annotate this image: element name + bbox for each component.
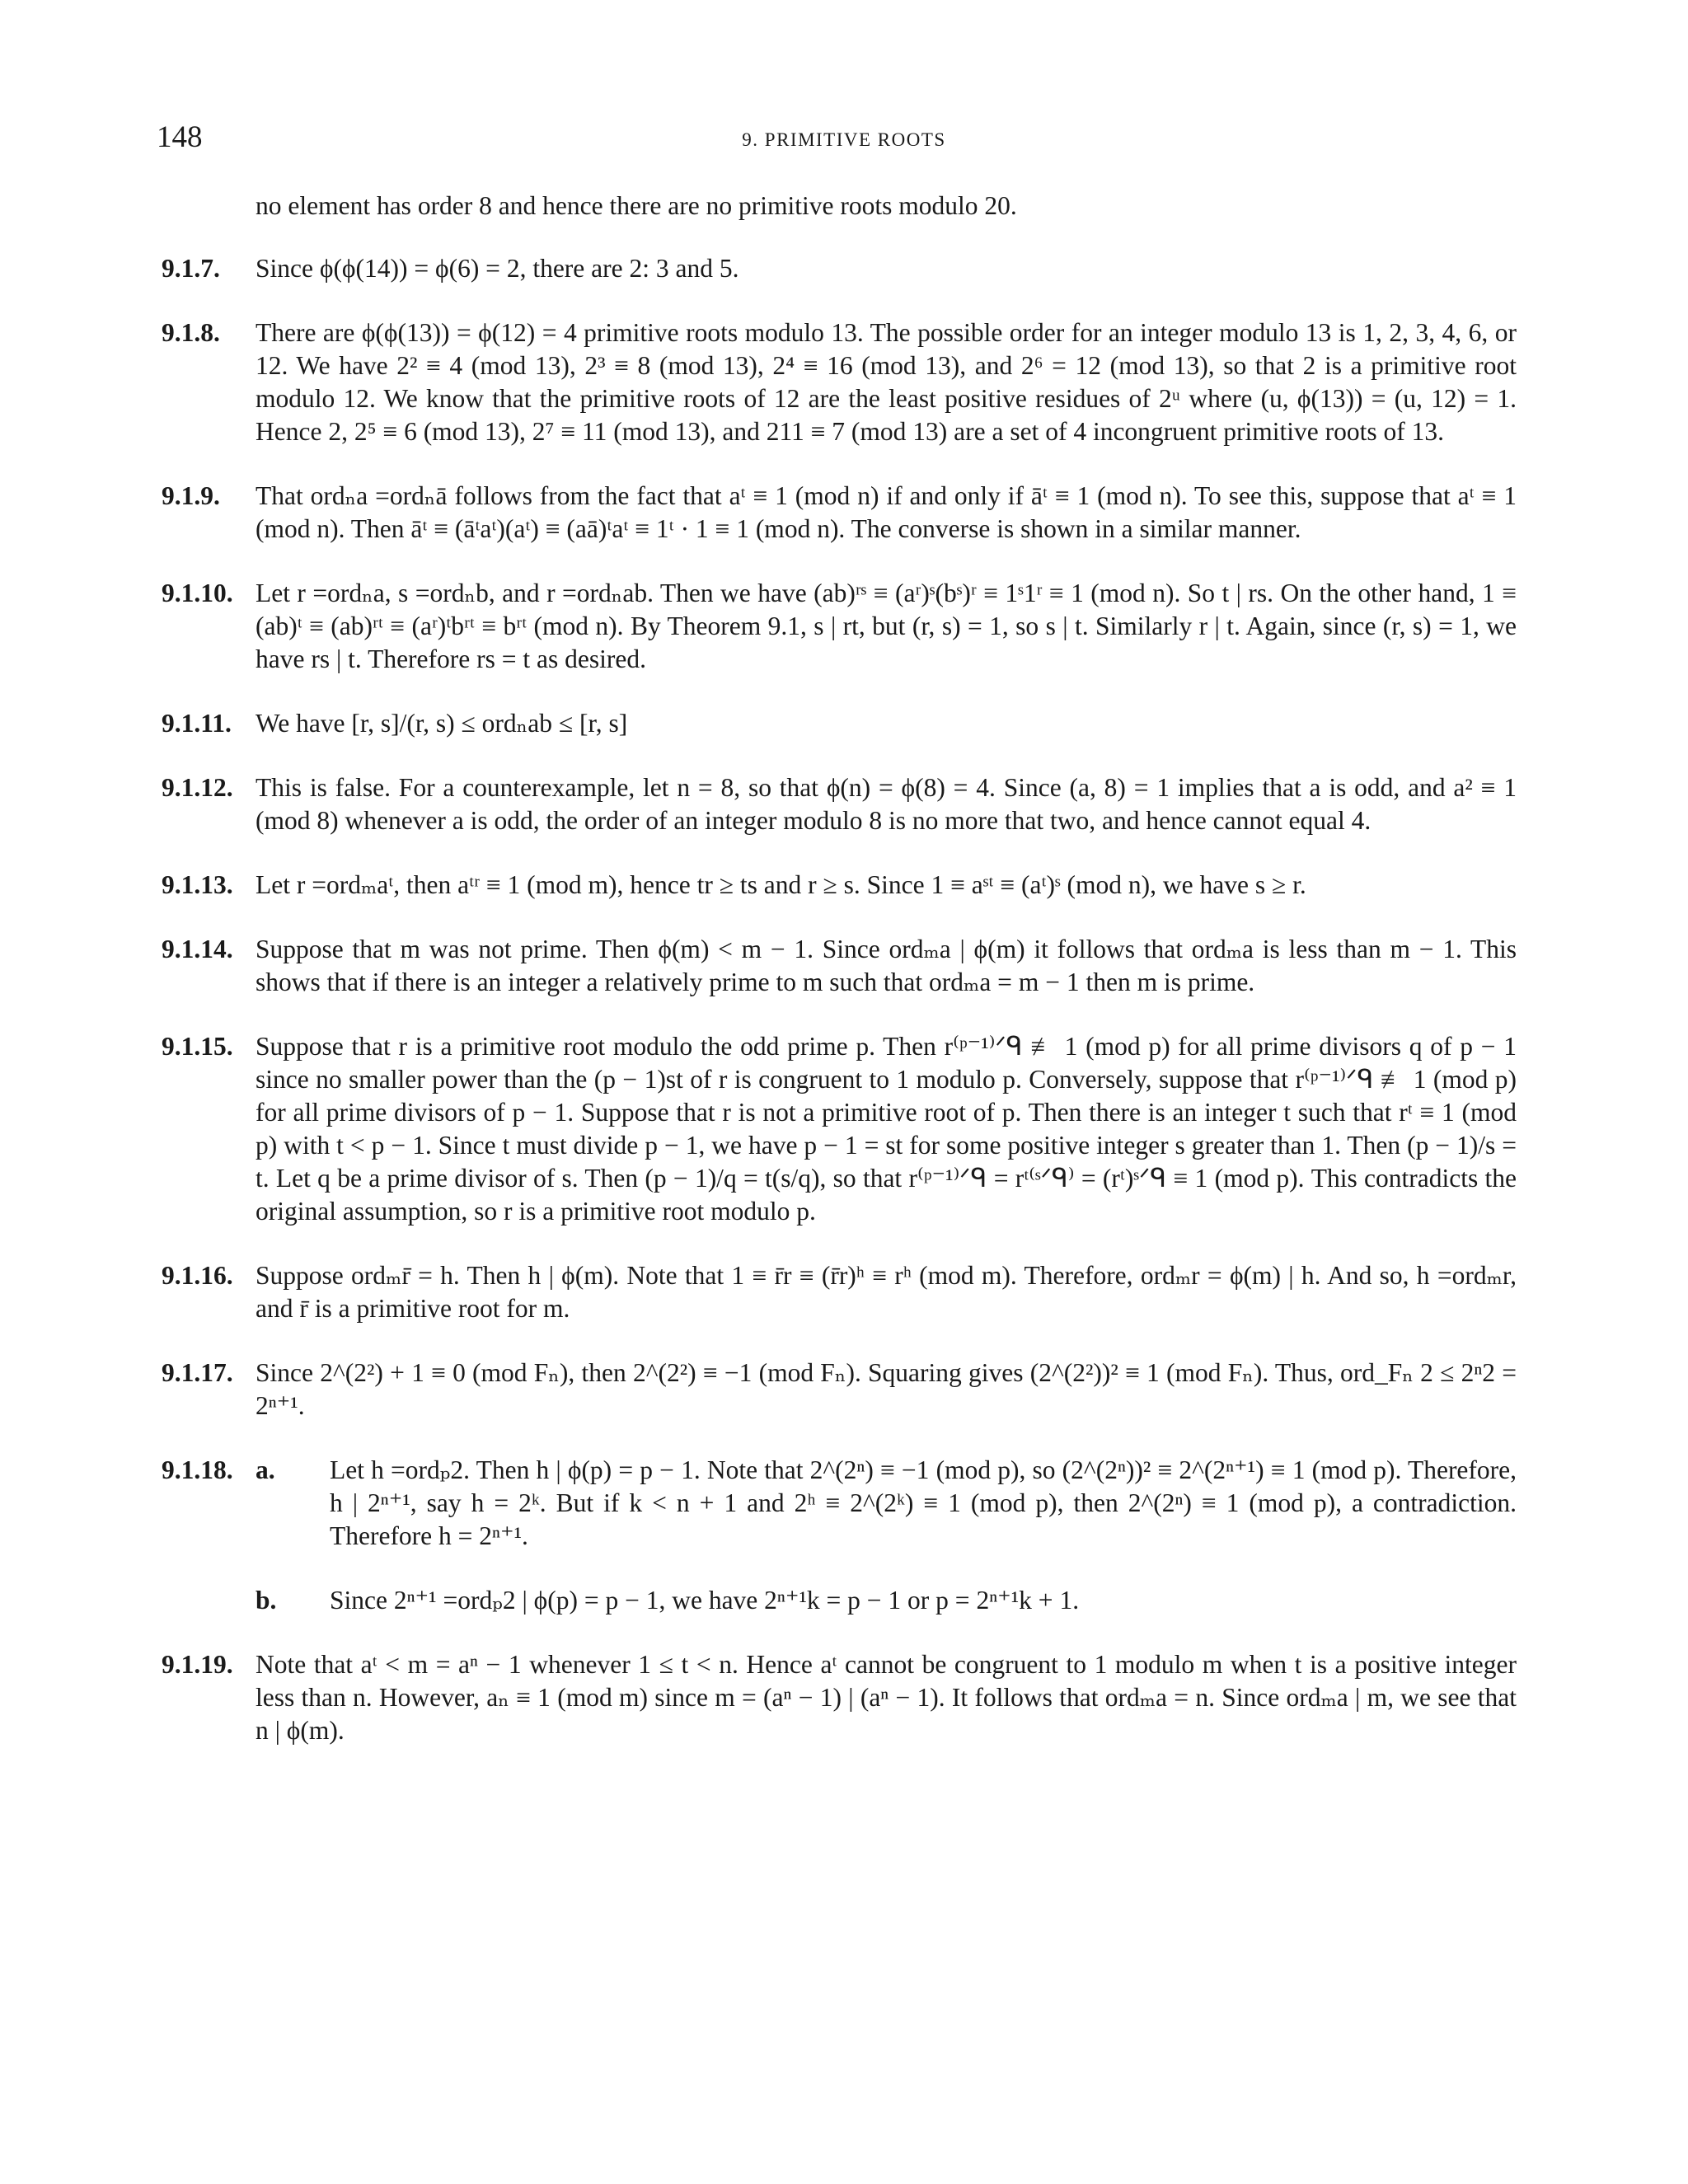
solution-text: Suppose ordₘr̄ = h. Then h | ϕ(m). Note that 1 ≡ r̄r ≡ (r̄r)ʰ ≡ rʰ (mod m). Therefore, ordₘr = ϕ(m) | h. And so, h =ordₘr, and r̄ is a primitive root for m. <box>256 1261 1517 1323</box>
solution-entry <box>162 316 1517 448</box>
solution-text: There are ϕ(ϕ(13)) = ϕ(12) = 4 primitive roots modulo 13. The possible order for an integer modulo 13 is 1, 2, 3, 4, 6, or 12. We have 2² ≡ 4 (mod 13), 2³ ≡ 8 (mod 13), 2⁴ ≡ 16 (mod 13), and 2⁶ = 12 (mod 13), so that 2 is a primitive root modulo 12. We know that the primitive roots of 12 are the least positive residues of 2ᵘ where (u, ϕ(13)) = (u, 12) = 1. Hence 2, 2⁵ ≡ 6 (mod 13), 2⁷ ≡ 11 (mod 13), and 211 ≡ 7 (mod 13) are a set of 4 incongruent primitive roots of 13. <box>256 318 1517 446</box>
solution-label: 9.1.15. <box>162 1032 233 1061</box>
solution-entry-9-1-18 <box>162 1454 1517 1617</box>
solution-label: 9.1.11. <box>162 709 232 738</box>
solution-list <box>162 252 1517 1422</box>
solution-text: Suppose that m was not prime. Then ϕ(m) < m − 1. Since ordₘa | ϕ(m) it follows that ordₘa is less than m − 1. This shows that if there is an integer a relatively prime to m such that ordₘa = m − 1 then m is prime. <box>256 935 1517 996</box>
solution-text: Let r =ordₙa, s =ordₙb, and r =ordₙab. Then we have (ab)ʳˢ ≡ (aʳ)ˢ(bˢ)ʳ ≡ 1ˢ1ʳ ≡ 1 (mod n). So t | rs. On the other hand, 1 ≡ (ab)ᵗ ≡ (ab)ʳᵗ ≡ (aʳ)ᵗbʳᵗ ≡ bʳᵗ (mod n). By Theorem 9.1, s | rt, but (r, s) = 1, so s | t. Similarly r | t. Again, since (r, s) = 1, we have rs | t. Therefore rs = t as desired. <box>256 579 1517 673</box>
part-label: a. <box>256 1455 275 1484</box>
solution-text: This is false. For a counterexample, let n = 8, so that ϕ(n) = ϕ(8) = 4. Since (a, 8) = 1 implies that a is odd, and a² ≡ 1 (mod 8) whenever a is odd, the order of an integer modulo 8 is no more that two, and hence cannot equal 4. <box>256 773 1517 835</box>
solution-text: Note that aᵗ < m = aⁿ − 1 whenever 1 ≤ t < n. Hence aᵗ cannot be congruent to 1 modulo m when t is a positive integer less than n. However, aₙ ≡ 1 (mod m) since m = (aⁿ − 1) | (aⁿ − 1). It follows that ordₘa = n. Since ordₘa | m, we see that n | ϕ(m). <box>256 1650 1517 1745</box>
solution-part-a <box>256 1454 1517 1553</box>
solution-label: 9.1.7. <box>162 254 220 283</box>
solution-text: Let r =ordₘaᵗ, then aᵗʳ ≡ 1 (mod m), hence tr ≥ ts and r ≥ s. Since 1 ≡ aˢᵗ ≡ (aᵗ)ˢ (mod n), we have s ≥ r. <box>256 870 1306 899</box>
solution-entry <box>162 1357 1517 1422</box>
solution-part-b <box>256 1584 1517 1617</box>
solution-entry <box>162 933 1517 999</box>
part-text: Since 2ⁿ⁺¹ =ordₚ2 | ϕ(p) = p − 1, we have 2ⁿ⁺¹k = p − 1 or p = 2ⁿ⁺¹k + 1. <box>330 1586 1080 1615</box>
solution-text: Since ϕ(ϕ(14)) = ϕ(6) = 2, there are 2: 3 and 5. <box>256 254 739 283</box>
solution-text: We have [r, s]/(r, s) ≤ ordₙab ≤ [r, s] <box>256 709 628 738</box>
solution-entry <box>162 771 1517 837</box>
paragraph-text: no element has order 8 and hence there are no primitive roots modulo 20. <box>256 191 1017 220</box>
solution-label: 9.1.12. <box>162 773 233 802</box>
solution-label: 9.1.18. <box>162 1455 233 1484</box>
solution-label: 9.1.14. <box>162 935 233 963</box>
part-label: b. <box>256 1586 277 1615</box>
continued-paragraph <box>180 190 1517 223</box>
solution-entry <box>162 252 1517 285</box>
solution-text: Since 2^(2²) + 1 ≡ 0 (mod Fₙ), then 2^(2²) ≡ −1 (mod Fₙ). Squaring gives (2^(2²))² ≡ 1 (mod Fₙ). Thus, ord_Fₙ 2 ≤ 2ⁿ2 = 2ⁿ⁺¹. <box>256 1358 1517 1420</box>
solution-label: 9.1.16. <box>162 1261 233 1290</box>
solution-label: 9.1.10. <box>162 579 233 607</box>
solution-entry-9-1-19 <box>162 1648 1517 1747</box>
solution-label: 9.1.9. <box>162 481 220 510</box>
solution-entry <box>162 707 1517 740</box>
solution-entry <box>162 480 1517 546</box>
solution-label: 9.1.8. <box>162 318 220 347</box>
page-header <box>0 120 1688 161</box>
solution-label: 9.1.17. <box>162 1358 233 1387</box>
solution-entry <box>162 1259 1517 1325</box>
running-head: 9. PRIMITIVE ROOTS <box>742 129 946 150</box>
solution-label: 9.1.13. <box>162 870 233 899</box>
solution-entry <box>162 869 1517 902</box>
solution-entry <box>162 577 1517 676</box>
solution-text: Suppose that r is a primitive root modulo the odd prime p. Then r⁽ᵖ⁻¹⁾ᐟᑫ ≢ 1 (mod p) for all prime divisors q of p − 1 since no smaller power than the (p − 1)st of r is congruent to 1 modulo p. Conversely, suppose that r⁽ᵖ⁻¹⁾ᐟᑫ ≢ 1 (mod p) for all prime divisors of p − 1. Suppose that r is not a primitive root of p. Then there is an integer t such that rᵗ ≡ 1 (mod p) with t < p − 1. Since t must divide p − 1, we have p − 1 = st for some positive integer s greater than 1. Then (p − 1)/s = t. Let q be a prime divisor of s. Then (p − 1)/q = t(s/q), so that r⁽ᵖ⁻¹⁾ᐟᑫ = rᵗ⁽ˢᐟᑫ⁾ = (rᵗ)ˢᐟᑫ ≡ 1 (mod p). This contradicts the original assumption, so r is a primitive root modulo p. <box>256 1032 1517 1226</box>
part-text: Let h =ordₚ2. Then h | ϕ(p) = p − 1. Note that 2^(2ⁿ) ≡ −1 (mod p), so (2^(2ⁿ))² ≡ 2^(2ⁿ⁺¹) ≡ 1 (mod p). Therefore, h | 2ⁿ⁺¹, say h = 2ᵏ. But if k < n + 1 and 2ʰ ≡ 2^(2ᵏ) ≡ 1 (mod p), then 2^(2ⁿ) ≡ 1 (mod p), a contradiction. Therefore h = 2ⁿ⁺¹. <box>330 1455 1517 1550</box>
page-number: 148 <box>157 120 203 154</box>
solution-entry <box>162 1030 1517 1228</box>
solution-label: 9.1.19. <box>162 1650 233 1679</box>
solution-text: That ordₙa =ordₙā follows from the fact that aᵗ ≡ 1 (mod n) if and only if āᵗ ≡ 1 (mod n). To see this, suppose that aᵗ ≡ 1 (mod n). Then āᵗ ≡ (āᵗaᵗ)(aᵗ) ≡ (aā)ᵗaᵗ ≡ 1ᵗ · 1 ≡ 1 (mod n). The converse is shown in a similar manner. <box>256 481 1517 543</box>
page-content <box>162 190 1517 1779</box>
